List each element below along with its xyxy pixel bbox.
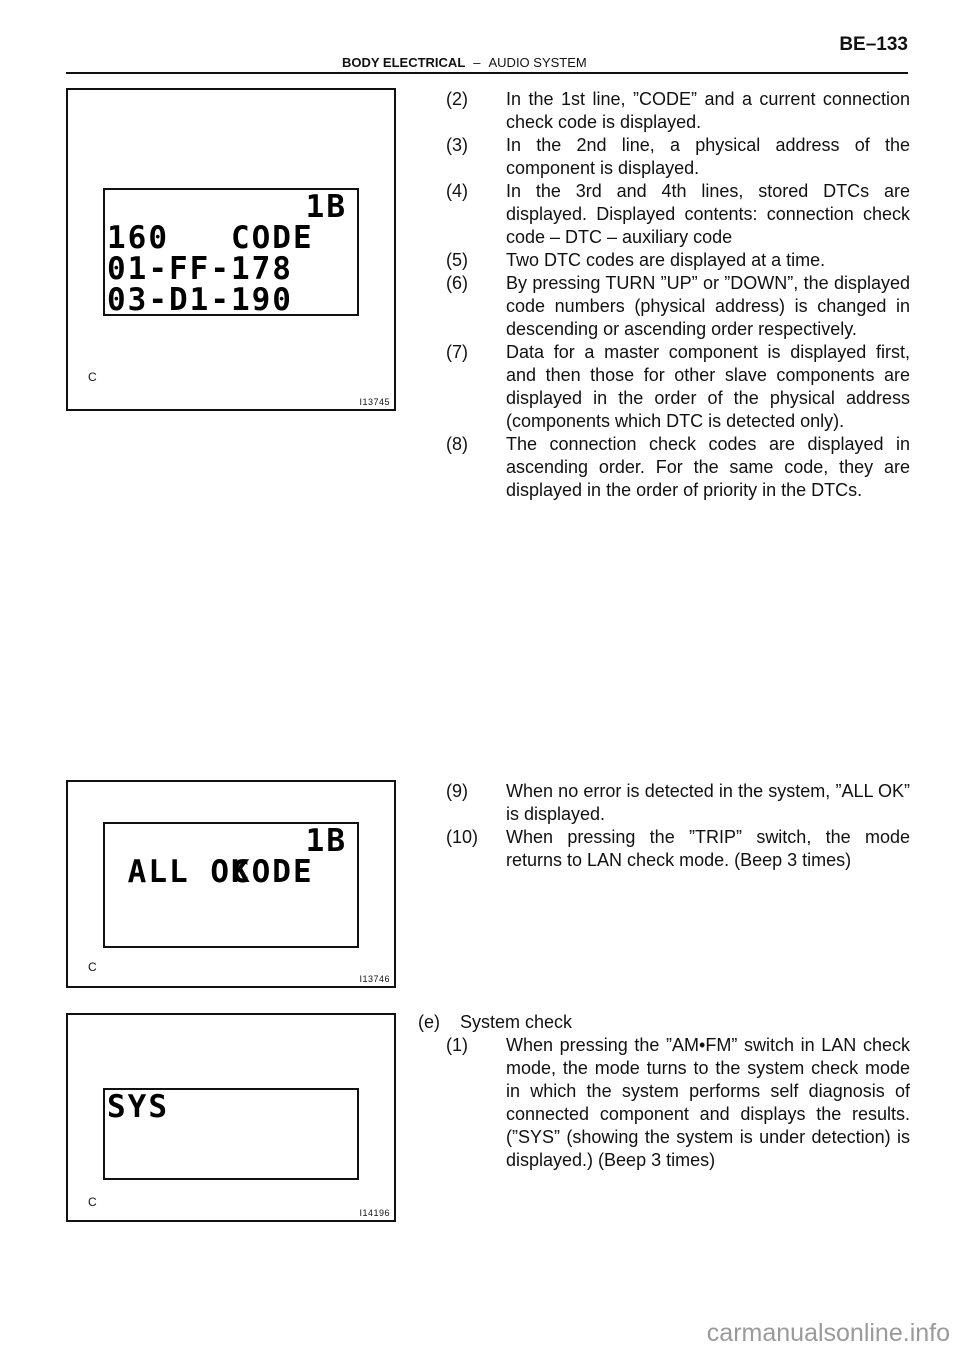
step-item: (2) In the 1st line, ”CODE” and a current connection check code is displayed. (446, 89, 910, 132)
step-item: (7) Data for a master component is displayed first, and then those for other slave components are displayed in the order of the physical address (components which DTC is detected only). (446, 342, 910, 431)
step-item: (10) When pressing the ”TRIP” switch, the mode returns to LAN check mode. (Beep 3 times) (446, 827, 910, 870)
lcd-line-2: ALL OK (107, 854, 252, 890)
section-heading: (e) System check (418, 1012, 573, 1032)
step-item: (3) In the 2nd line, a physical address of the component is displayed. (446, 135, 910, 178)
step-item: (8) The connection check codes are displayed in ascending order. For the same code, they are displayed in the order of priority in the DTCs. (446, 434, 910, 500)
lcd-line-2: 160 (107, 220, 169, 256)
figure-lcd-sys (66, 1013, 396, 1222)
figure-id: I13746 (359, 974, 390, 984)
section-system-check (418, 1011, 910, 1172)
step-list-dtc (418, 88, 910, 502)
lcd-display (103, 1088, 359, 1180)
step-item: (5) Two DTC codes are displayed at a time. (446, 250, 826, 270)
lcd-line-1: CODE 1B (230, 823, 347, 890)
lcd-line-4: 03-D1-190 (107, 282, 293, 318)
step-item: (6) By pressing TURN ”UP” or ”DOWN”, the displayed code numbers (physical address) is changed in descending or ascending order respectively. (446, 273, 910, 339)
figure-label: C (88, 1195, 97, 1209)
figure-label: C (88, 960, 97, 974)
watermark: carmanualsonline.info (706, 1319, 950, 1347)
lcd-line-1: CODE 1B (230, 189, 347, 256)
figure-lcd-dtc-list (66, 88, 396, 411)
lcd-display (103, 822, 359, 948)
figure-id: I13745 (359, 397, 390, 407)
step-item: (4) In the 3rd and 4th lines, stored DTCs are displayed. Displayed contents: connection check code – DTC – auxiliary code (446, 181, 910, 247)
lcd-display (103, 188, 359, 316)
header-rule (66, 72, 908, 74)
section-separator: – (473, 55, 481, 70)
subsection-name: AUDIO SYSTEM (488, 55, 587, 70)
figure-id: I14196 (359, 1208, 390, 1218)
lcd-line-3: 01-FF-178 (107, 251, 293, 287)
lcd-line-1: SYS (107, 1089, 169, 1125)
figure-lcd-all-ok (66, 780, 396, 988)
step-list-all-ok (418, 780, 910, 872)
step-item: (1) When pressing the ”AM•FM” switch in LAN check mode, the mode turns to the system check mode in which the system performs self diagnosis of connected component and displays the results.(”SYS” (showing the system is under detection) is displayed.) (Beep 3 times) (446, 1035, 910, 1170)
page-number: BE–133 (839, 34, 908, 55)
section-name: BODY ELECTRICAL (342, 55, 466, 70)
figure-label: C (88, 370, 97, 384)
section-title (342, 55, 587, 70)
step-item: (9) When no error is detected in the system, ”ALL OK” is displayed. (446, 781, 910, 824)
